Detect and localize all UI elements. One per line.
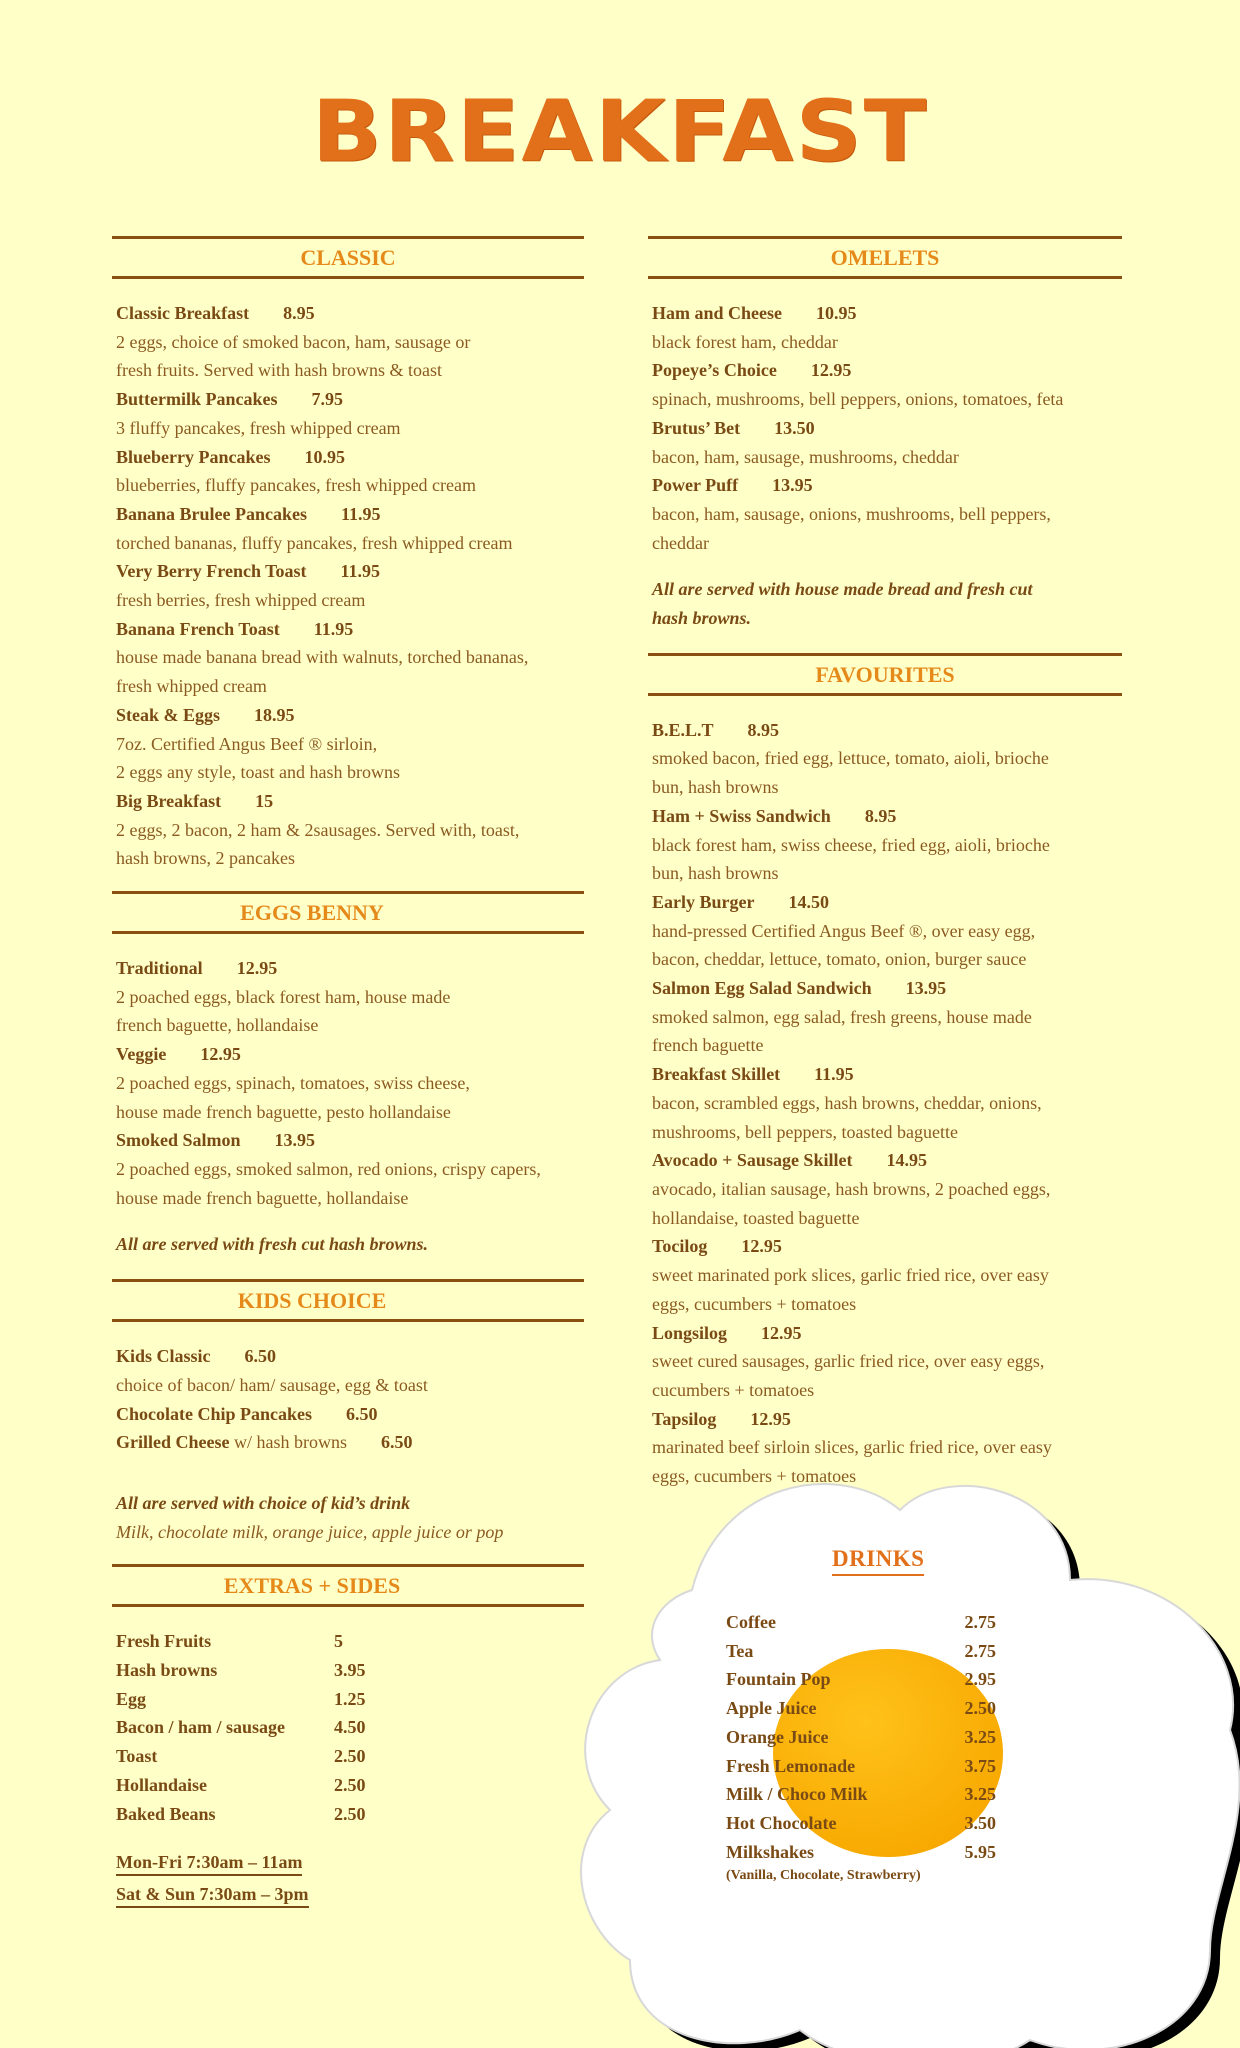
menu-item-header: [116, 1342, 584, 1371]
drink-name: Coffee: [726, 1612, 776, 1632]
menu-item-name: Buttermilk Pancakes: [116, 389, 278, 410]
menu-item-header: [652, 716, 1122, 745]
menu-item-description: spinach, mushrooms, bell peppers, onions, tomatoes, feta: [652, 389, 1064, 410]
menu-item-header: [116, 701, 584, 730]
menu-item-description: eggs, cucumbers + tomatoes: [652, 1466, 857, 1487]
menu-item-price: 13.95: [772, 475, 813, 496]
extras-item-price: 3.95: [334, 1660, 366, 1681]
drinks-egg-panel: [570, 1470, 1240, 2048]
menu-item-name: Avocado + Sausage Skillet: [652, 1150, 853, 1171]
menu-item-price: 13.95: [274, 1130, 316, 1151]
menu-item-header: [116, 557, 584, 586]
section-heading-extras-sides: EXTRAS + SIDES: [112, 1564, 584, 1607]
menu-item-name: Early Burger: [652, 891, 755, 912]
milkshake-flavours: (Vanilla, Chocolate, Strawberry): [726, 1868, 921, 1884]
menu-item-description: avocado, italian sausage, hash browns, 2 poached eggs,: [652, 1178, 1051, 1199]
menu-item-name: Tapsilog: [652, 1408, 717, 1429]
menu-item-header: [116, 1428, 584, 1457]
extras-row: [112, 1656, 584, 1685]
drink-row: [726, 1723, 996, 1752]
menu-item-price: 12.95: [810, 360, 852, 381]
kids-items: [112, 1342, 584, 1457]
menu-item-description: 2 poached eggs, spinach, tomatoes, swiss cheese,: [116, 1072, 470, 1093]
menu-item-header: [652, 356, 1122, 385]
menu-item-description: hand-pressed Certified Angus Beef ®, over easy egg,: [652, 920, 1036, 941]
benny-note: All are served with fresh cut hash browns.: [116, 1234, 429, 1255]
menu-item-price: 11.95: [340, 561, 381, 582]
menu-item-header: [116, 299, 584, 328]
menu-item-header: [116, 500, 584, 529]
menu-item-price: 8.95: [864, 805, 897, 826]
drink-price: 2.95: [964, 1669, 996, 1690]
extras-item-name: Hash browns: [116, 1660, 218, 1681]
drinks-list: [726, 1608, 996, 1886]
extras-item-name: Egg: [116, 1688, 147, 1709]
menu-item-name: Brutus’ Bet: [652, 417, 741, 438]
menu-item-name: Ham + Swiss Sandwich: [652, 805, 831, 826]
drink-row: [726, 1637, 996, 1666]
menu-item-name: Traditional: [116, 958, 203, 979]
menu-item-description: marinated beef sirloin slices, garlic fried rice, over easy: [652, 1437, 1052, 1458]
menu-item-description: bun, hash browns: [652, 863, 779, 884]
menu-item-description: 7oz. Certified Angus Beef ® sirloin,: [116, 733, 378, 754]
menu-item-price: 12.95: [200, 1044, 241, 1065]
menu-item-description: bun, hash browns: [652, 777, 779, 798]
menu-item-price: 12.95: [761, 1322, 802, 1343]
extras-item-name: Toast: [116, 1746, 158, 1767]
drink-name: Apple Juice: [726, 1698, 817, 1719]
menu-item-description: 2 poached eggs, smoked salmon, red onions, crispy capers,: [116, 1158, 541, 1179]
menu-item-description: fresh fruits. Served with hash browns & toast: [116, 360, 442, 381]
drink-price: 2.75: [964, 1640, 996, 1661]
extras-item-price: 2.50: [334, 1746, 366, 1767]
menu-item-description: 2 eggs, choice of smoked bacon, ham, sausage or: [116, 331, 471, 352]
section-heading-classic: CLASSIC: [112, 236, 584, 279]
drinks-heading: DRINKS: [832, 1544, 924, 1576]
menu-item-price: 14.95: [886, 1150, 927, 1171]
extras-item-price: 1.25: [334, 1688, 366, 1709]
menu-item-name: Chocolate Chip Pancakes: [116, 1403, 313, 1424]
menu-item-name: Salmon Egg Salad Sandwich: [652, 978, 872, 999]
drink-row: [726, 1608, 996, 1637]
menu-item-header: [652, 1405, 1122, 1434]
drink-name: Milkshakes: [726, 1841, 815, 1862]
menu-item-description: black forest ham, cheddar: [652, 331, 838, 352]
hours-weekend: Sat & Sun 7:30am – 3pm: [116, 1882, 309, 1908]
drink-row: [726, 1694, 996, 1723]
drink-price: 5.95: [964, 1841, 996, 1862]
hours-weekday: Mon-Fri 7:30am – 11am: [116, 1850, 302, 1876]
menu-item-price: 15: [255, 790, 274, 811]
menu-item-header: [116, 1126, 584, 1155]
section-heading-kids-choice: KIDS CHOICE: [112, 1279, 584, 1322]
menu-item-description: eggs, cucumbers + tomatoes: [652, 1293, 857, 1314]
menu-item-price: 12.95: [750, 1408, 791, 1429]
menu-item-description: cucumbers + tomatoes: [652, 1379, 815, 1400]
menu-item-name: Big Breakfast: [116, 790, 222, 811]
menu-item-header: [652, 974, 1122, 1003]
extras-item-price: 5: [334, 1631, 343, 1652]
drink-price: 2.75: [964, 1612, 996, 1632]
menu-item-name: Grilled Cheese: [116, 1432, 230, 1453]
menu-item-price: 6.50: [346, 1403, 378, 1424]
menu-item-price: 10.95: [816, 303, 857, 323]
menu-item-price: 12.95: [236, 958, 278, 979]
menu-item-description: 2 poached eggs, black forest ham, house made: [116, 986, 451, 1007]
menu-item-description: french baguette: [652, 1035, 764, 1056]
menu-item-name: Ham and Cheese: [652, 303, 782, 323]
menu-item-header: [116, 615, 584, 644]
drink-name: Orange Juice: [726, 1726, 829, 1747]
menu-item-price: 11.95: [814, 1064, 854, 1085]
menu-item-name: Steak & Eggs: [116, 704, 221, 725]
menu-item-header: [652, 414, 1122, 443]
drink-price: 3.25: [964, 1784, 996, 1805]
menu-item-name: Longsilog: [652, 1322, 728, 1343]
menu-item-description: fresh whipped cream: [116, 676, 267, 697]
omelet-items: [648, 299, 1122, 557]
menu-item-description: bacon, scrambled eggs, hash browns, cheddar, onions,: [652, 1092, 1042, 1113]
menu-item-name: Breakfast Skillet: [652, 1064, 781, 1085]
menu-item-description: bacon, ham, sausage, mushrooms, cheddar: [652, 446, 959, 467]
menu-item-description: hash browns, 2 pancakes: [116, 848, 295, 869]
extras-list: [112, 1627, 584, 1828]
favourite-items: [648, 716, 1122, 1491]
drink-row: [726, 1665, 996, 1694]
menu-item-header: [652, 299, 1122, 328]
menu-item-description: hollandaise, toasted baguette: [652, 1207, 860, 1228]
menu-item-header: [652, 1319, 1122, 1348]
extras-item-name: Bacon / ham / sausage: [116, 1717, 286, 1738]
extras-item-price: 2.50: [334, 1803, 366, 1824]
menu-item-price: 14.50: [788, 891, 829, 912]
extras-item-name: Baked Beans: [116, 1803, 216, 1824]
menu-item-price: 7.95: [311, 389, 343, 410]
menu-item-description: 2 eggs, 2 bacon, 2 ham & 2sausages. Served with, toast,: [116, 819, 520, 840]
menu-item-description: house made french baguette, pesto hollandaise: [116, 1101, 451, 1122]
extras-item-price: 4.50: [334, 1717, 366, 1738]
section-heading-favourites: FAVOURITES: [648, 653, 1122, 696]
extras-item-name: Hollandaise: [116, 1774, 208, 1795]
drink-name: Fresh Lemonade: [726, 1755, 856, 1776]
menu-item-description: bacon, cheddar, lettuce, tomato, onion, burger sauce: [652, 949, 1027, 970]
extras-row: [112, 1742, 584, 1771]
extras-row: [112, 1627, 584, 1656]
menu-item-price: 6.50: [380, 1432, 413, 1453]
drink-row: [726, 1838, 996, 1867]
section-heading-eggs-benny: EGGS BENNY: [112, 891, 584, 934]
menu-item-description: house made banana bread with walnuts, torched bananas,: [116, 647, 529, 668]
menu-item-header: [652, 1146, 1122, 1175]
menu-item-name: Veggie: [116, 1044, 167, 1065]
menu-item-name: Banana French Toast: [116, 618, 280, 639]
menu-item-description: choice of bacon/ ham/ sausage, egg & toast: [116, 1374, 428, 1395]
drink-row: [726, 1809, 996, 1838]
menu-item-name: Tocilog: [652, 1236, 708, 1257]
menu-item-header: [116, 787, 584, 816]
menu-item-name: Popeye’s Choice: [652, 360, 777, 381]
menu-item-description: smoked bacon, fried egg, lettuce, tomato, aioli, brioche: [652, 748, 1049, 769]
drink-price: 3.25: [964, 1726, 996, 1747]
menu-item-name: Blueberry Pancakes: [116, 446, 271, 467]
menu-item-name: Banana Brulee Pancakes: [116, 503, 308, 524]
menu-item-header: [652, 471, 1122, 500]
classic-items: [112, 299, 584, 873]
menu-item-header: [652, 1060, 1122, 1089]
menu-item-description: 3 fluffy pancakes, fresh whipped cream: [116, 417, 401, 438]
section-heading-omelets: OMELETS: [648, 236, 1122, 279]
menu-item-description: bacon, ham, sausage, onions, mushrooms, bell peppers,: [652, 503, 1051, 524]
menu-item-price: 8.95: [747, 719, 780, 740]
drink-price: 3.75: [964, 1755, 996, 1776]
menu-item-name: Power Puff: [652, 475, 739, 496]
drink-price: 3.50: [964, 1812, 996, 1833]
extras-item-price: 2.50: [334, 1774, 366, 1795]
menu-item-price: 13.95: [905, 978, 947, 999]
drink-name: Hot Chocolate: [726, 1812, 837, 1833]
opening-hours: [112, 1848, 584, 1912]
omelets-note: [648, 575, 1122, 632]
menu-item-description: smoked salmon, egg salad, fresh greens, house made: [652, 1006, 1032, 1027]
menu-item-header: [116, 385, 584, 414]
menu-item-description: sweet marinated pork slices, garlic fried rice, over easy: [652, 1265, 1049, 1286]
menu-item-header: [652, 888, 1122, 917]
menu-item-header: [116, 954, 584, 983]
right-column: [648, 236, 1122, 1491]
menu-item-price: 6.50: [244, 1346, 277, 1367]
menu-title: BREAKFAST: [311, 82, 929, 181]
menu-item-name: Classic Breakfast: [116, 303, 250, 323]
kids-drink-options: Milk, chocolate milk, orange juice, apple juice or pop: [116, 1521, 504, 1542]
menu-item-price: 11.95: [313, 618, 354, 639]
drink-row: [726, 1752, 996, 1781]
menu-item-description: sweet cured sausages, garlic fried rice, over easy eggs,: [652, 1351, 1045, 1372]
menu-item-description: 2 eggs any style, toast and hash browns: [116, 762, 400, 783]
kids-note: All are served with choice of kid’s drink: [116, 1492, 411, 1513]
extras-row: [112, 1713, 584, 1742]
menu-item-description: cheddar: [652, 532, 709, 553]
menu-item-header: [652, 1232, 1122, 1261]
menu-item-price: 10.95: [304, 446, 345, 467]
omelets-note-line-1: All are served with house made bread and fresh cut: [652, 579, 1033, 600]
menu-item-name: Smoked Salmon: [116, 1130, 241, 1151]
menu-item-description: french baguette, hollandaise: [116, 1015, 319, 1036]
menu-item-description: mushrooms, bell peppers, toasted baguette: [652, 1121, 958, 1142]
menu-item-description: house made french baguette, hollandaise: [116, 1187, 409, 1208]
extras-row: [112, 1685, 584, 1714]
drink-row: [726, 1780, 996, 1809]
drink-name: Milk / Choco Milk: [726, 1784, 868, 1805]
benny-items: [112, 954, 584, 1212]
menu-item-header: [116, 443, 584, 472]
menu-item-extra: w/ hash browns: [229, 1432, 347, 1453]
menu-item-price: 18.95: [254, 704, 295, 725]
menu-item-header: [652, 802, 1122, 831]
left-column: [112, 236, 584, 1912]
extras-row: [112, 1771, 584, 1800]
menu-item-header: [116, 1040, 584, 1069]
drink-name: Fountain Pop: [726, 1669, 831, 1690]
menu-item-price: 12.95: [741, 1236, 782, 1257]
menu-item-name: Kids Classic: [116, 1346, 211, 1367]
menu-item-description: blueberries, fluffy pancakes, fresh whipped cream: [116, 475, 477, 496]
menu-item-name: Very Berry French Toast: [116, 561, 307, 582]
menu-item-price: 8.95: [283, 303, 315, 323]
menu-item-name: B.E.L.T: [652, 719, 714, 740]
extras-item-name: Fresh Fruits: [116, 1631, 212, 1652]
extras-row: [112, 1800, 584, 1829]
menu-item-header: [116, 1400, 584, 1429]
menu-item-description: torched bananas, fluffy pancakes, fresh whipped cream: [116, 532, 513, 553]
menu-item-price: 11.95: [341, 503, 381, 524]
omelets-note-line-2: hash browns.: [652, 608, 752, 629]
drink-name: Tea: [726, 1640, 754, 1661]
menu-item-description: black forest ham, swiss cheese, fried egg, aioli, brioche: [652, 834, 1050, 855]
menu-item-price: 13.50: [774, 417, 815, 438]
drink-price: 2.50: [964, 1698, 996, 1719]
menu-item-description: fresh berries, fresh whipped cream: [116, 590, 366, 611]
